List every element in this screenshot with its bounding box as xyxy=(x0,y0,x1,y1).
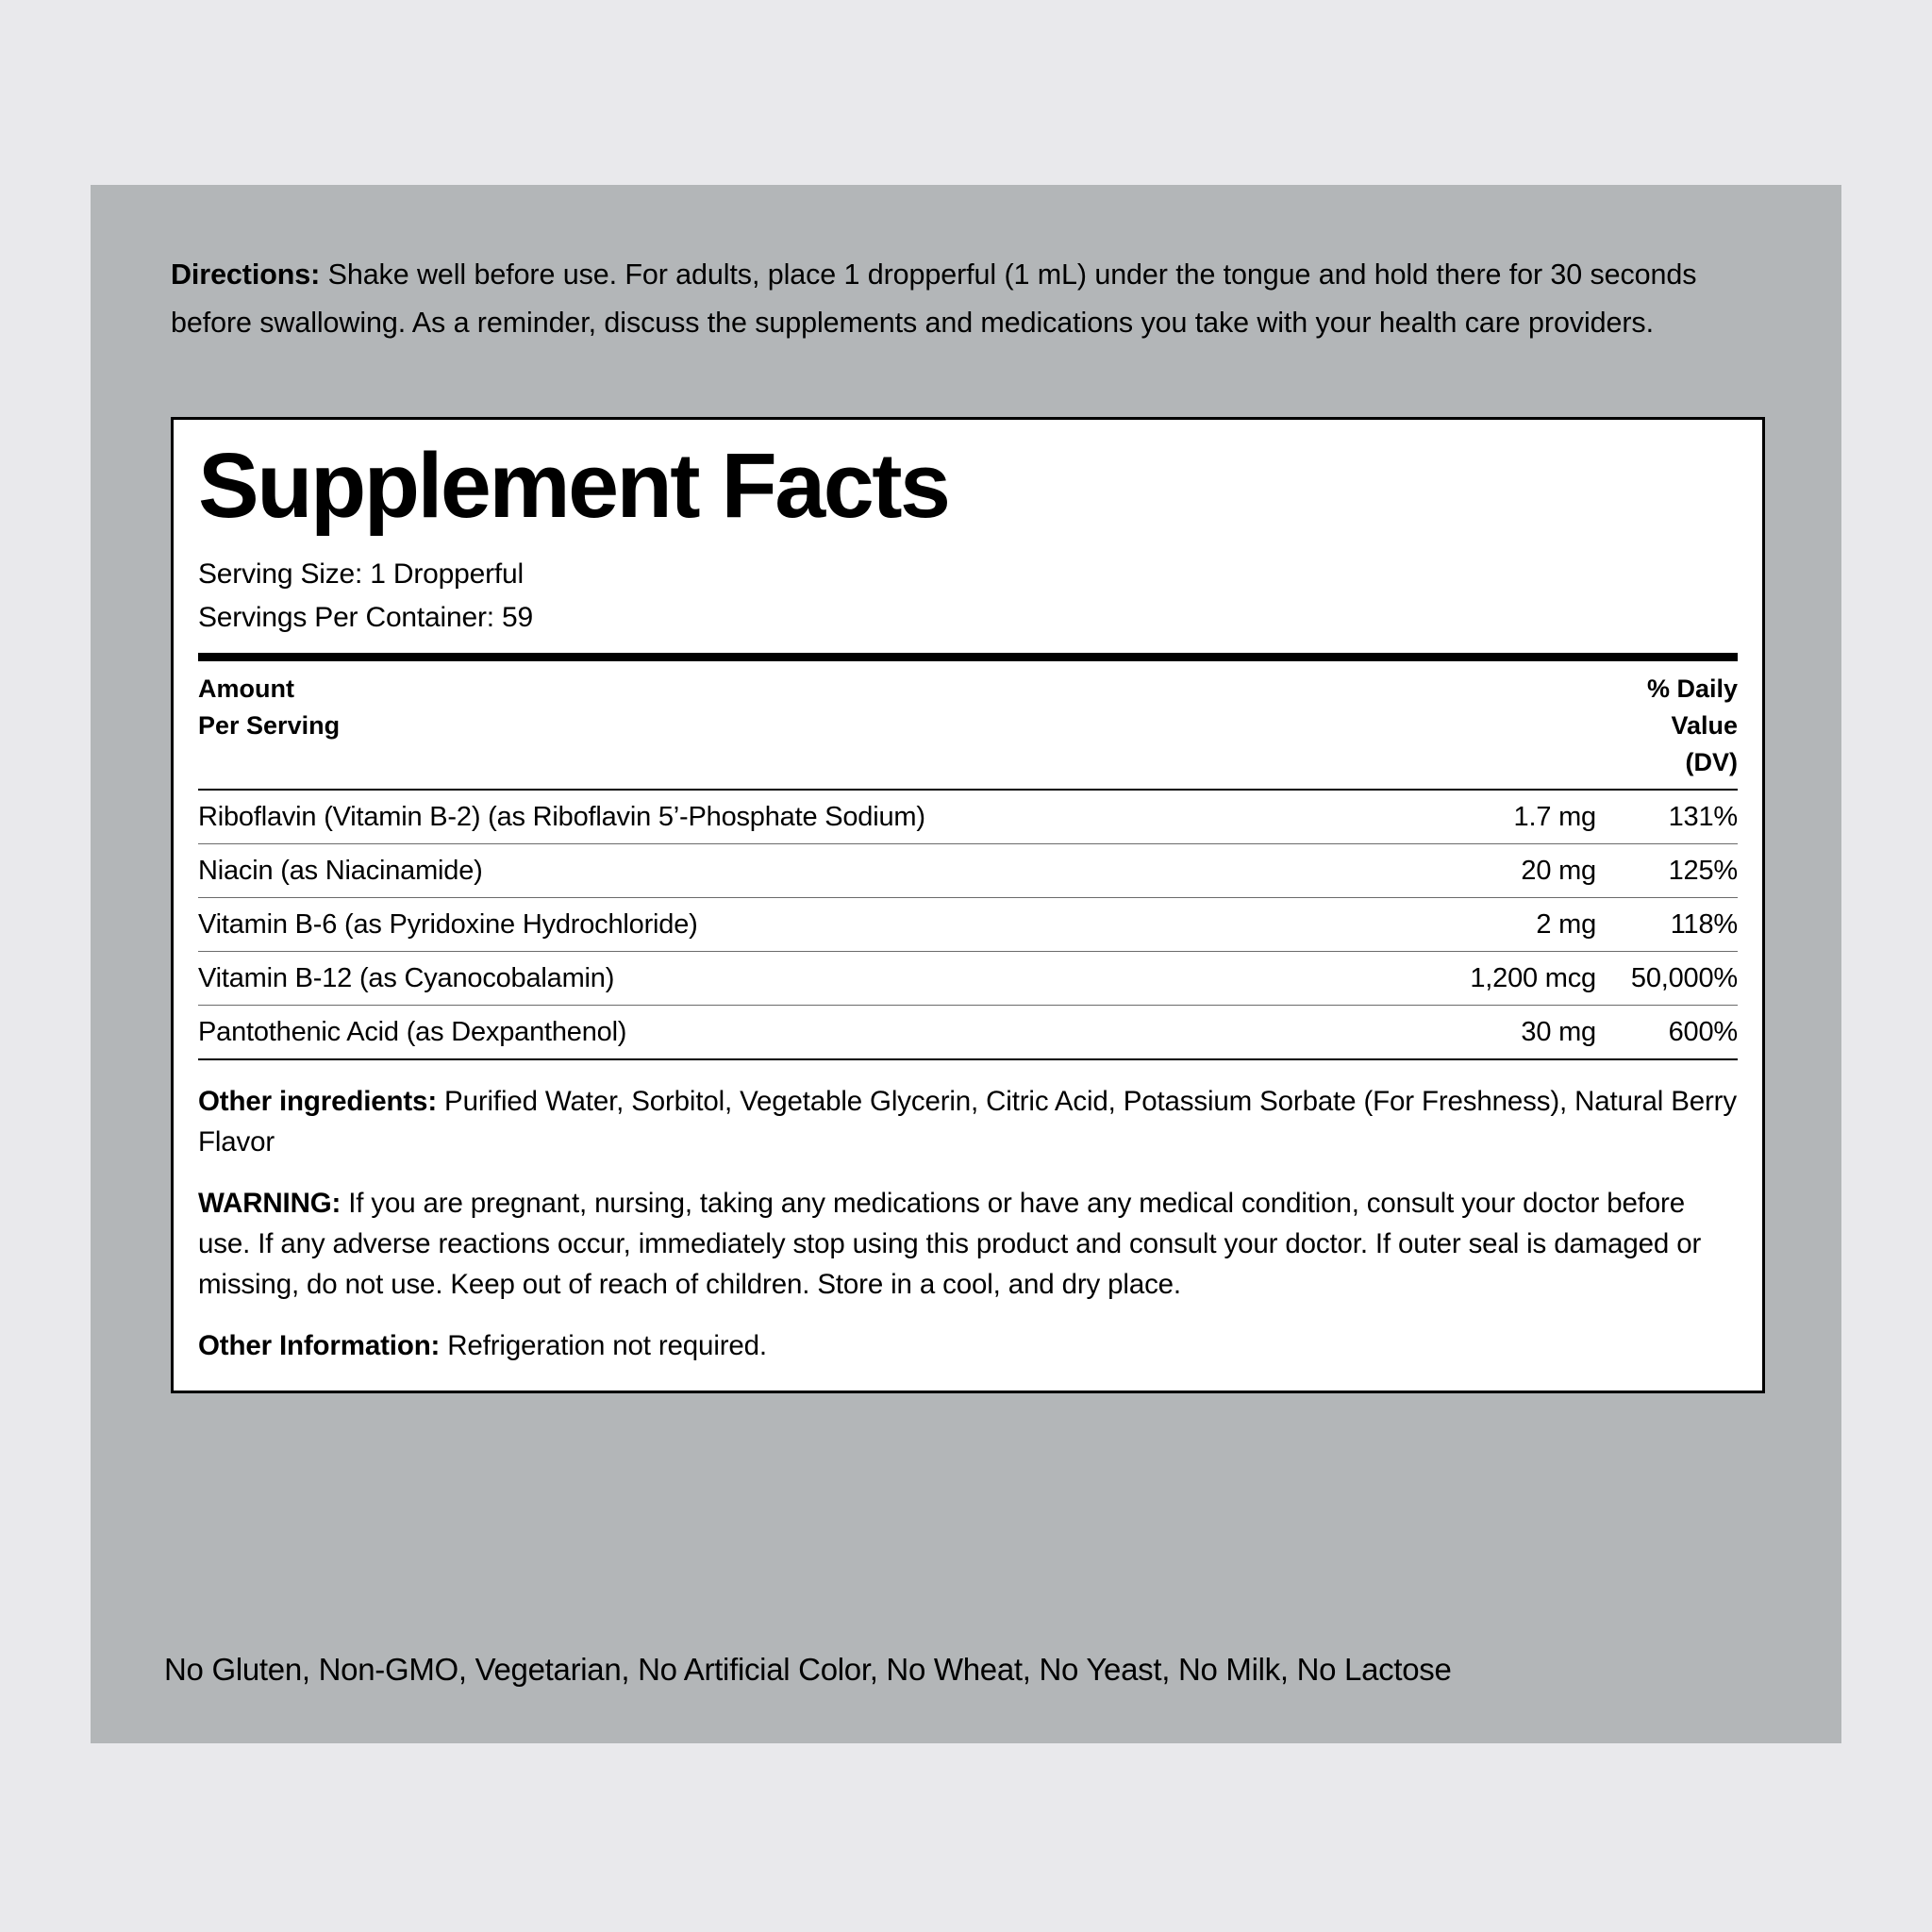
amount-per-serving-header xyxy=(198,671,340,744)
product-claims: No Gluten, Non-GMO, Vegetarian, No Artificial Color, No Wheat, No Yeast, No Milk, No Lactose xyxy=(164,1652,1452,1688)
dv-header-line1: % Daily xyxy=(1646,674,1738,703)
nutrients-table xyxy=(198,791,1738,1058)
table-row xyxy=(198,791,1738,844)
other-information-block xyxy=(198,1325,1738,1366)
other-information-heading: Other Information: xyxy=(198,1329,441,1361)
warning-block xyxy=(198,1183,1738,1305)
other-ingredients-text: Purified Water, Sorbitol, Vegetable Glycerin, Citric Acid, Potassium Sorbate (For Freshness), Natural Berry Flavor xyxy=(198,1085,1737,1158)
nutrient-name: Vitamin B-6 (as Pyridoxine Hydrochloride) xyxy=(198,897,1390,951)
table-row xyxy=(198,1005,1738,1058)
table-row xyxy=(198,897,1738,951)
dv-header-line2: Value xyxy=(1671,710,1738,740)
warning-heading: WARNING: xyxy=(198,1187,341,1219)
divider-thick xyxy=(198,653,1738,661)
nutrient-name: Niacin (as Niacinamide) xyxy=(198,843,1390,897)
nutrient-name: Vitamin B-12 (as Cyanocobalamin) xyxy=(198,951,1390,1005)
nutrient-amount: 1,200 mcg xyxy=(1390,951,1596,1005)
nutrient-dv: 600% xyxy=(1668,1016,1738,1047)
nutrient-amount: 2 mg xyxy=(1390,897,1596,951)
nutrient-amount: 30 mg xyxy=(1521,1016,1596,1047)
supplement-label-panel xyxy=(91,185,1841,1743)
nutrient-name: Riboflavin (Vitamin B-2) (as Riboflavin 5’-Phosphate Sodium) xyxy=(198,791,1390,844)
warning-text: If you are pregnant, nursing, taking any medications or have any medical condition, consult your doctor before use. If any adverse reactions occur, immediately stop using this product and consult your doctor. If outer seal is damaged or missing, do not use. Keep out of reach of children. Store in a cool, and dry place. xyxy=(198,1187,1702,1300)
dv-header-line3: (DV) xyxy=(1685,747,1738,776)
amount-header-line2: Per Serving xyxy=(198,710,341,740)
nutrient-amount: 20 mg xyxy=(1390,843,1596,897)
supplement-facts-title: Supplement Facts xyxy=(198,434,949,537)
other-information-text: Refrigeration not required. xyxy=(447,1329,767,1361)
nutrient-name: Pantothenic Acid (as Dexpanthenol) xyxy=(198,1016,627,1047)
nutrients-table-body xyxy=(198,791,1738,1058)
nutrient-dv: 125% xyxy=(1596,843,1738,897)
nutrient-dv: 118% xyxy=(1596,897,1738,951)
nutrient-dv: 50,000% xyxy=(1596,951,1738,1005)
nutrient-amount: 1.7 mg xyxy=(1390,791,1596,844)
divider-bottom xyxy=(198,1058,1738,1060)
daily-value-header xyxy=(1647,671,1738,781)
nutrient-dv: 131% xyxy=(1596,791,1738,844)
servings-per-container: Servings Per Container: 59 xyxy=(198,601,533,633)
table-row xyxy=(198,951,1738,1005)
table-header xyxy=(198,661,1738,789)
other-ingredients-block xyxy=(198,1081,1738,1162)
directions-text: Shake well before use. For adults, place 1 dropperful (1 mL) under the tongue and hold there for 30 seconds before swallowing. As a reminder, discuss the supplements and medications you take with your health care providers. xyxy=(171,258,1697,339)
table-row xyxy=(198,843,1738,897)
supplement-facts-box xyxy=(171,417,1765,1393)
directions-block xyxy=(171,251,1756,347)
other-ingredients-heading: Other ingredients: xyxy=(198,1085,437,1117)
serving-size: Serving Size: 1 Dropperful xyxy=(198,558,524,590)
amount-header-line1: Amount xyxy=(198,674,294,703)
directions-heading: Directions: xyxy=(171,258,321,291)
